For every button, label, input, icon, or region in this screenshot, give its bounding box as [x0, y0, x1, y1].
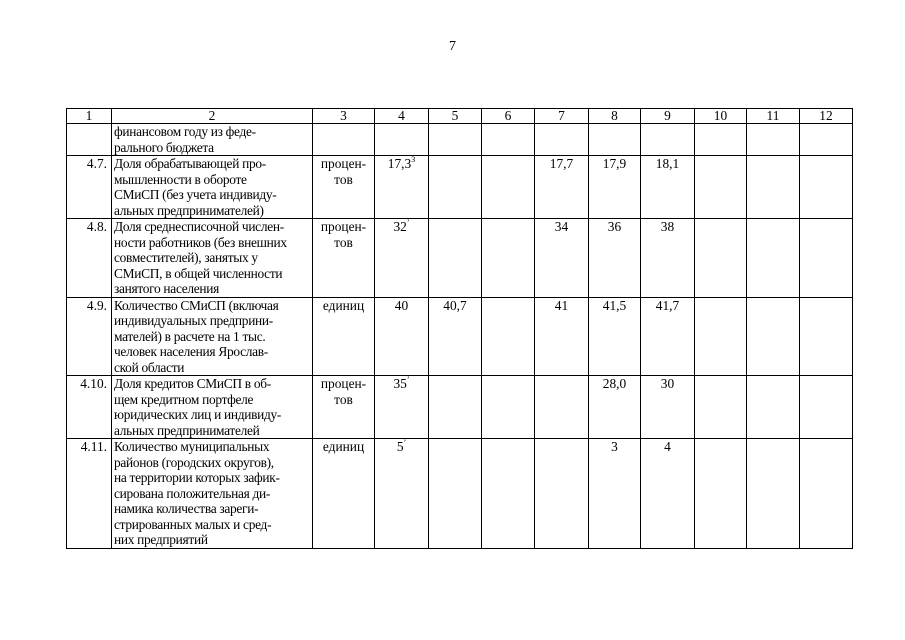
column-header-10: 10 [695, 109, 747, 124]
value-text: 17,3 [387, 156, 412, 171]
value-cell-v7 [535, 376, 589, 439]
value-text: 30 [660, 376, 675, 391]
value-text: 41,7 [655, 297, 680, 313]
value-cell-v7 [535, 156, 589, 219]
row-number: 4.10. [67, 376, 112, 439]
value-cell-v9 [641, 376, 695, 439]
value-cell-v11 [747, 439, 800, 549]
value-cell-v5 [429, 124, 482, 156]
table-row [67, 124, 853, 156]
page-number: 7 [449, 39, 456, 54]
value-cell-v5 [429, 439, 482, 549]
column-header-6: 6 [482, 109, 535, 124]
value-cell-v12 [800, 156, 853, 219]
indicator-name: Доля кредитов СМиСП в об- щем кредитном портфеле юридических лиц и индивиду- альных предпринимателей [112, 376, 313, 439]
value-cell-v6 [482, 124, 535, 156]
value-text: 17,9 [602, 156, 627, 171]
column-header-7: 7 [535, 109, 589, 124]
column-header-2: 2 [112, 109, 313, 124]
footnote-mark: 3 [411, 155, 416, 164]
column-header-5: 5 [429, 109, 482, 124]
value-cell-v8 [589, 376, 641, 439]
value-cell-v10 [695, 124, 747, 156]
column-header-11: 11 [747, 109, 800, 124]
unit-cell: единиц [313, 297, 375, 376]
value-cell-v6 [482, 219, 535, 298]
value-cell-v4 [375, 297, 429, 376]
value-cell-v11 [747, 219, 800, 298]
table-row [67, 297, 853, 376]
indicator-name: Доля обрабатывающей про- мышленности в обороте СМиСП (без учета индивиду- альных предпринимателей) [112, 156, 313, 219]
table-row [67, 376, 853, 439]
value-cell-v6 [482, 439, 535, 549]
value-cell-v6 [482, 376, 535, 439]
value-cell-v8 [589, 297, 641, 376]
value-cell-v10 [695, 376, 747, 439]
indicators-table [66, 108, 853, 549]
value-cell-v11 [747, 297, 800, 376]
value-cell-v5 [429, 297, 482, 376]
indicator-name: Количество муниципальных районов (городских округов), на территории которых зафик- сирована положительная ди- намика количества зареги- стрированных малых и сред- них предприятий [112, 439, 313, 549]
column-header-3: 3 [313, 109, 375, 124]
value-cell-v8 [589, 156, 641, 219]
value-text: 40,7 [443, 297, 467, 313]
value-cell-v4 [375, 219, 429, 298]
value-cell-v7 [535, 219, 589, 298]
value-cell-v8 [589, 124, 641, 156]
footnote-mark: ’ [403, 438, 407, 447]
value-cell-v8 [589, 439, 641, 549]
table-row [67, 439, 853, 549]
value-text: 28,0 [602, 376, 627, 391]
column-header-1: 1 [67, 109, 112, 124]
value-cell-v4 [375, 124, 429, 156]
table-row [67, 219, 853, 298]
value-cell-v4 [375, 439, 429, 549]
column-header-12: 12 [800, 109, 853, 124]
footnote-mark: ’ [406, 218, 410, 227]
value-cell-v4 [375, 376, 429, 439]
unit-cell: процен- тов [313, 219, 375, 298]
value-text: 34 [554, 219, 569, 234]
value-cell-v10 [695, 219, 747, 298]
value-cell-v12 [800, 219, 853, 298]
unit-cell [313, 124, 375, 156]
row-number: 4.9. [67, 297, 112, 376]
value-text: 41,5 [602, 297, 627, 313]
value-cell-v9 [641, 124, 695, 156]
value-cell-v6 [482, 297, 535, 376]
value-cell-v12 [800, 124, 853, 156]
table-row [67, 156, 853, 219]
value-cell-v9 [641, 297, 695, 376]
value-cell-v7 [535, 439, 589, 549]
value-cell-v9 [641, 156, 695, 219]
unit-cell: процен- тов [313, 376, 375, 439]
table-header-row [67, 109, 853, 124]
value-text: 3 [611, 439, 618, 454]
value-cell-v12 [800, 297, 853, 376]
value-text: 38 [660, 219, 675, 234]
value-text: 41 [554, 297, 569, 313]
row-number [67, 124, 112, 156]
value-text: 5 [396, 439, 404, 454]
column-header-8: 8 [589, 109, 641, 124]
value-cell-v4 [375, 156, 429, 219]
unit-cell: процен- тов [313, 156, 375, 219]
value-cell-v10 [695, 297, 747, 376]
value-cell-v8 [589, 219, 641, 298]
value-text: 40 [394, 297, 409, 313]
value-cell-v12 [800, 376, 853, 439]
indicator-name: Доля среднесписочной числен- ности работников (без внешних совместителей), занятых у СМиСП, в общей численности занятого населения [112, 219, 313, 298]
value-text: 17,7 [549, 156, 574, 171]
value-cell-v11 [747, 124, 800, 156]
value-cell-v9 [641, 439, 695, 549]
value-cell-v5 [429, 156, 482, 219]
value-cell-v7 [535, 297, 589, 376]
value-cell-v6 [482, 156, 535, 219]
footnote-mark: ’ [406, 375, 410, 384]
value-cell-v11 [747, 376, 800, 439]
value-cell-v5 [429, 376, 482, 439]
column-header-4: 4 [375, 109, 429, 124]
indicator-name: Количество СМиСП (включая индивидуальных предприни- мателей) в расчете на 1 тыс. человек населения Ярослав- ской области [112, 297, 313, 376]
value-text: 32 [393, 219, 407, 234]
value-cell-v9 [641, 219, 695, 298]
value-cell-v11 [747, 156, 800, 219]
value-cell-v7 [535, 124, 589, 156]
row-number: 4.8. [67, 219, 112, 298]
value-cell-v10 [695, 156, 747, 219]
value-text: 36 [607, 219, 622, 234]
row-number: 4.7. [67, 156, 112, 219]
value-text: 35 [393, 376, 407, 391]
column-header-9: 9 [641, 109, 695, 124]
value-text: 18,1 [655, 156, 680, 171]
value-text: 4 [664, 439, 671, 454]
value-cell-v12 [800, 439, 853, 549]
value-cell-v10 [695, 439, 747, 549]
indicator-name: финансовом году из феде- рального бюджета [112, 124, 313, 156]
value-cell-v5 [429, 219, 482, 298]
unit-cell: единиц [313, 439, 375, 549]
row-number: 4.11. [67, 439, 112, 549]
